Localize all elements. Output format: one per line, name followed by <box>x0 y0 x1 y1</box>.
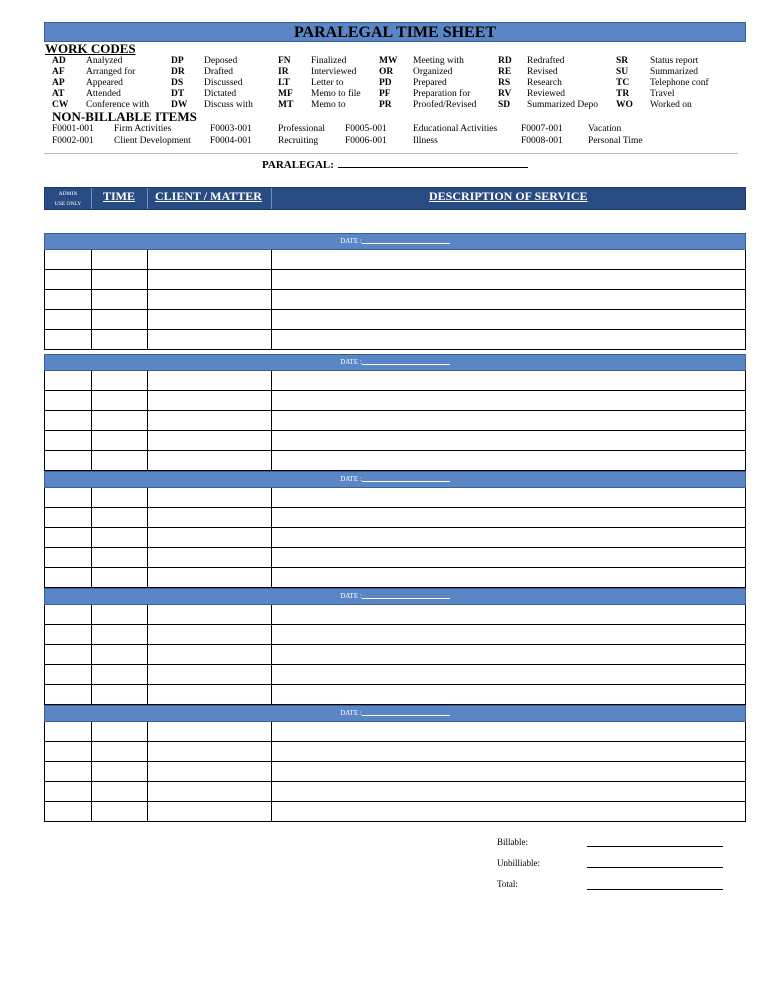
nb-code: F0004-001 <box>210 136 252 146</box>
work-codes-col3-labels: Finalized Interviewed Letter to Memo to file Memo to <box>311 56 361 110</box>
work-codes-col4-codes: MW OR PD PF PR <box>379 56 398 110</box>
work-codes-col1-labels: Analyzed Arranged for Appeared Attended Conference with <box>86 56 150 110</box>
nb-code: F0003-001 <box>210 124 252 134</box>
divider <box>44 153 738 154</box>
nb-code: F0002-001 <box>52 136 94 146</box>
work-codes-col2-codes: DP DR DS DT DW <box>171 56 188 110</box>
table-row[interactable] <box>44 371 746 391</box>
work-codes-col1-codes: AD AF AP AT CW <box>52 56 69 110</box>
date-bar[interactable]: DATE : <box>44 471 746 488</box>
nb-code: F0007-001 <box>521 124 563 134</box>
total-input-line[interactable] <box>587 889 723 890</box>
table-row[interactable] <box>44 250 746 270</box>
table-row[interactable] <box>44 290 746 310</box>
paralegal-input-line[interactable] <box>338 158 528 168</box>
unbillable-label: Unbilliable: <box>497 858 540 868</box>
table-row[interactable] <box>44 742 746 762</box>
table-row[interactable] <box>44 270 746 290</box>
nb-label: Professional <box>278 124 325 134</box>
work-codes-col5-labels: Redrafted Revised Research Reviewed Summarized Depo <box>527 56 598 110</box>
time-header: TIME <box>103 189 136 203</box>
nb-code: F0005-001 <box>345 124 387 134</box>
table-row[interactable] <box>44 605 746 625</box>
nb-label: Client Development <box>114 136 191 146</box>
work-codes-col5-codes: RD RE RS RV SD <box>498 56 512 110</box>
table-row[interactable] <box>44 330 746 350</box>
table-row[interactable] <box>44 722 746 742</box>
date-bar[interactable]: DATE : <box>44 354 746 371</box>
total-label: Total: <box>497 879 518 889</box>
admin-use-only-label: ADMIN USE ONLY <box>54 191 82 207</box>
client-matter-header: CLIENT / MATTER <box>155 189 262 203</box>
nb-label: Recruiting <box>278 136 319 146</box>
table-row[interactable] <box>44 568 746 588</box>
table-row[interactable] <box>44 451 746 471</box>
work-codes-col2-labels: Deposed Drafted Discussed Dictated Discuss with <box>204 56 253 110</box>
table-row[interactable] <box>44 310 746 330</box>
table-row[interactable] <box>44 488 746 508</box>
date-bar[interactable]: DATE : <box>44 233 746 250</box>
table-row[interactable] <box>44 391 746 411</box>
work-codes-col6-labels: Status report Summarized Telephone conf Travel Worked on <box>650 56 709 110</box>
billable-label: Billable: <box>497 837 528 847</box>
table-row[interactable] <box>44 528 746 548</box>
nb-label: Firm Activities <box>114 124 172 134</box>
nb-label: Vacation <box>588 124 622 134</box>
table-row[interactable] <box>44 508 746 528</box>
nb-label: Personal Time <box>588 136 643 146</box>
table-row[interactable] <box>44 685 746 705</box>
nb-code: F0001-001 <box>52 124 94 134</box>
table-row[interactable] <box>44 762 746 782</box>
date-bar[interactable]: DATE : <box>44 705 746 722</box>
billable-input-line[interactable] <box>587 846 723 847</box>
paralegal-label: PARALEGAL: <box>262 159 334 171</box>
paralegal-field[interactable] <box>262 158 528 171</box>
work-codes-col6-codes: SR SU TC TR WO <box>616 56 633 110</box>
work-codes-col4-labels: Meeting with Organized Prepared Preparation for Proofed/Revised <box>413 56 477 110</box>
nb-code: F0006-001 <box>345 136 387 146</box>
work-codes-col3-codes: FN IR LT MF MT <box>278 56 294 110</box>
description-header: DESCRIPTION OF SERVICE <box>429 189 588 203</box>
non-billable-heading: NON-BILLABLE ITEMS <box>52 109 197 124</box>
nb-label: Educational Activities <box>413 124 498 134</box>
table-row[interactable] <box>44 548 746 568</box>
table-row[interactable] <box>44 625 746 645</box>
table-row[interactable] <box>44 431 746 451</box>
table-row[interactable] <box>44 782 746 802</box>
unbillable-input-line[interactable] <box>587 867 723 868</box>
table-header <box>44 187 746 210</box>
table-row[interactable] <box>44 802 746 822</box>
nb-label: Illness <box>413 136 438 146</box>
table-row[interactable] <box>44 665 746 685</box>
date-bar[interactable]: DATE : <box>44 588 746 605</box>
table-row[interactable] <box>44 645 746 665</box>
page-title: PARALEGAL TIME SHEET <box>44 22 746 42</box>
nb-code: F0008-001 <box>521 136 563 146</box>
table-row[interactable] <box>44 411 746 431</box>
work-codes-heading: WORK CODES <box>45 41 136 56</box>
